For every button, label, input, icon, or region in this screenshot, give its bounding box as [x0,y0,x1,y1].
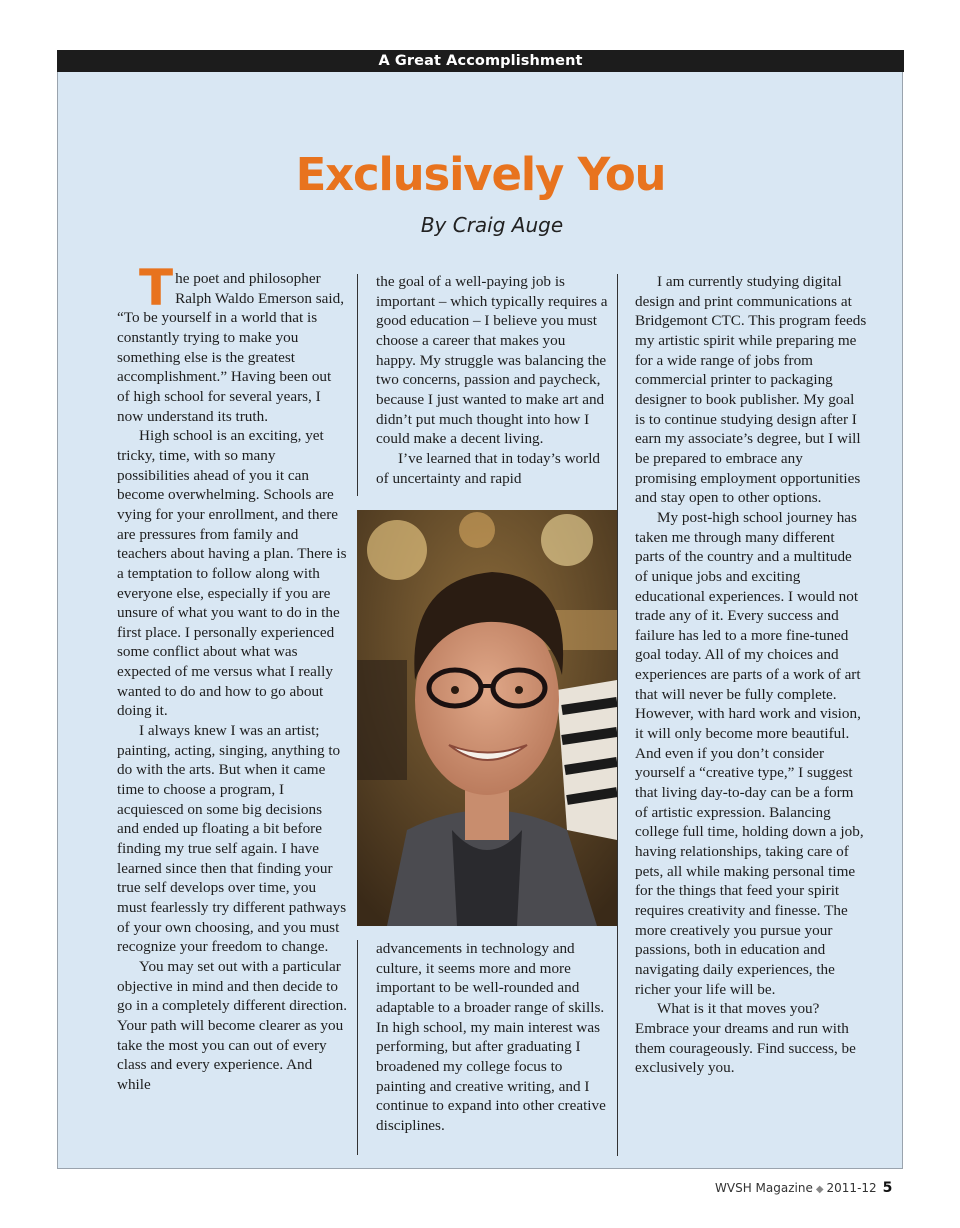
paragraph: I always knew I was an artist; painting, acting, singing, anything to do with the arts. But when it came time to choose a program, I acquiesced on some big decisions and ended up floating a bit before finding my true self again. I have learned since then that finding your true self develops over time, you must fearlessly try different pathways of your own choosing, and you must recognize your freedom to change. [117,722,347,956]
column-divider [357,274,358,496]
paragraph: the goal of a well-paying job is important – which typically requires a good education – I believe you must choose a career that makes you happy. My struggle was balancing the two concerns, passion and paycheck, because I just wanted to make art and didn’t put much thought into how I could make a decent living. [376,273,608,448]
column-divider [357,940,358,1155]
article-column-3 [635,272,867,1078]
paragraph: advancements in technology and culture, it seems more and more important to be well-rounded and adaptable to a broader range of skills. In high school, my main interest was performing, but after graduating I broadened my college focus to painting and creative writing, and I continue to expand into other creative disciplines. [376,940,606,1134]
paragraph: My post-high school journey has taken me through many different parts of the country and a multitude of unique jobs and exciting educational experiences. I would not trade any of it. Every success and failure has led to a more fine-tuned goal today. All of my choices and experiences are parts of a work of art that will never be fully complete. However, with hard work and vision, it will only become more beautiful. And even if you don’t consider yourself a “creative type,” I suggest that living day-to-day can be a form of artistic expression. Balancing college full time, holding down a job, having relationships, taking care of pets, all while making personal time for the things that feed your spirit requires creativity and finesse. The more creatively you pursue your passions, both in education and navigating daily experiences, the richer your life will be. [635,508,864,998]
paragraph-text: he poet and philosopher Ralph Waldo Emerson said, “To be yourself in a world that is constantly trying to make you something else is the greatest accomplishment.” Having been out of high school for several years, I now understand its truth. [117,270,345,425]
column-divider [617,274,618,1156]
paragraph: High school is an exciting, yet tricky, time, with so many possibilities ahead of you it can become overwhelming. Schools are vying for your enrollment, and there are pressures from family and teachers about having a plan. There is a temptation to follow along with everyone else, especially if you are unsure of what you want to do in the first place. I personally experienced some conflict about what was expected of me versus what I really wanted to do and how to go about doing it. [117,427,347,720]
section-header: A Great Accomplishment [57,50,904,72]
page-number: 5 [882,1180,893,1196]
paragraph: What is it that moves you? Embrace your dreams and run with them courageously. Find success, be exclusively you. [635,1000,856,1077]
article-column-2-top [376,272,608,488]
article-column-1 [117,259,347,1095]
drop-cap: T [139,259,174,317]
article-column-2-bottom [376,939,608,1136]
paragraph: You may set out with a particular objective in mind and then decide to go in a completely different direction. Your path will become clearer as you take the most you can out of every class and every experience. And while [117,957,347,1093]
author-photo [357,510,617,926]
magazine-name: WVSH Magazine [715,1181,813,1195]
paragraph [117,259,347,426]
article-title: Exclusively You [295,148,666,201]
issue-year: 2011-12 [826,1181,877,1195]
page-footer [715,1178,915,1200]
paragraph: I’ve learned that in today’s world of uncertainty and rapid [376,449,601,487]
article-byline: By Craig Auge [420,213,564,237]
paragraph: I am currently studying digital design and print communications at Bridgemont CTC. This program feeds my artistic spirit while preparing me for a wide range of jobs from commercial printer to packaging designer to book publisher. My goal is to continue studying design after I earn my associate’s degree, but I will be prepared to embrace any promising employment opportunities and stay open to other options. [635,273,867,507]
diamond-icon: ◆ [815,1184,824,1195]
